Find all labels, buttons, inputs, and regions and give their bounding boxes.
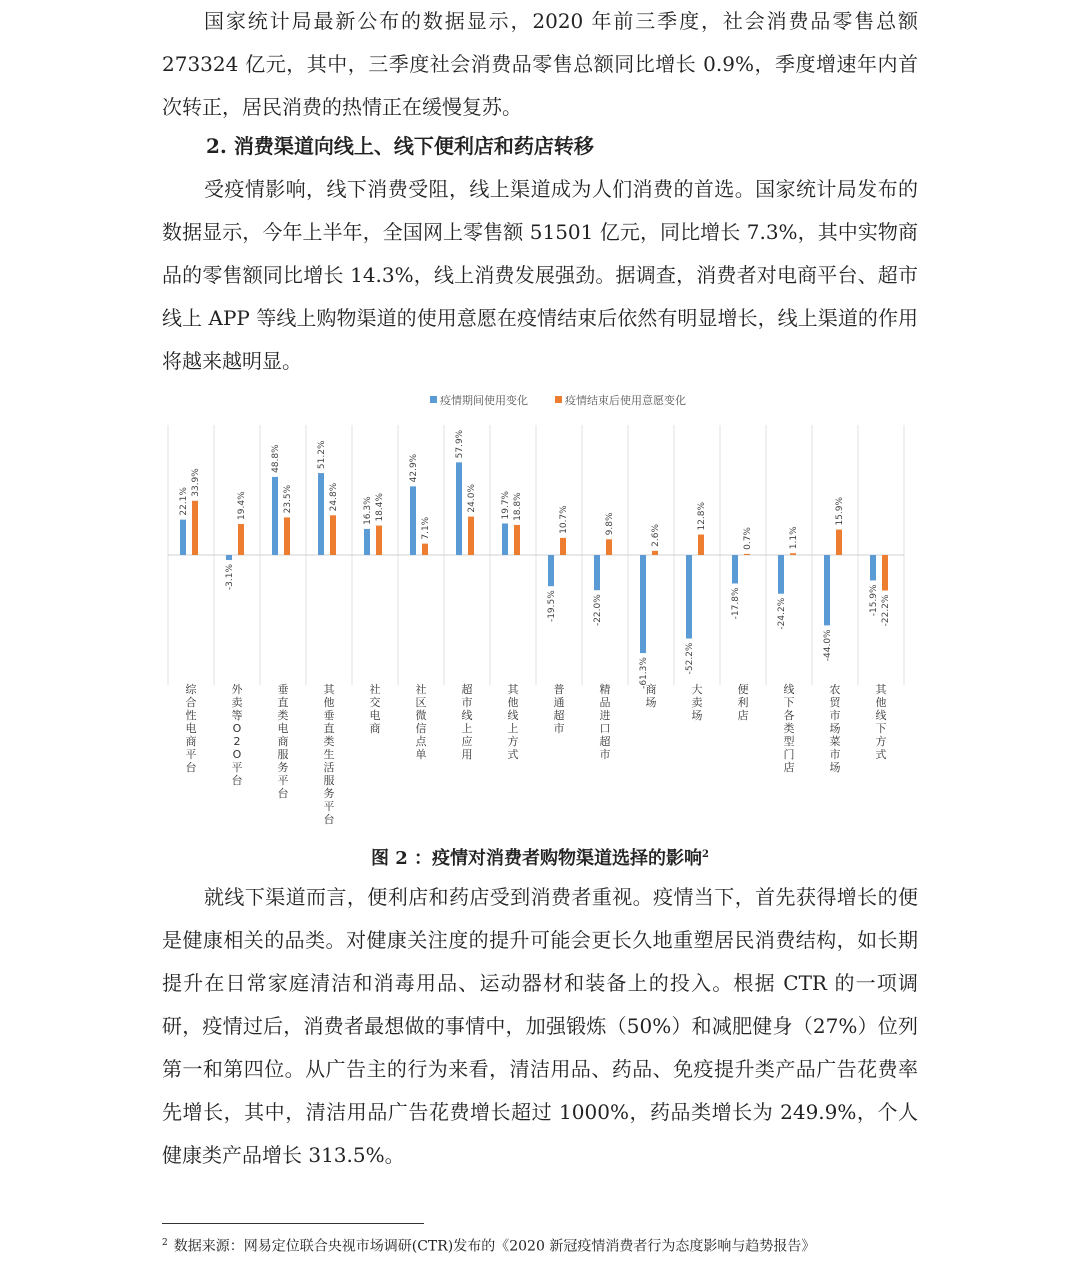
category-label-char: 菜 bbox=[829, 735, 841, 748]
data-label: 24.0% bbox=[467, 484, 477, 513]
category-label-char: 他 bbox=[323, 696, 335, 709]
category-label-char: 活 bbox=[323, 761, 335, 774]
data-label: -3.1% bbox=[225, 563, 235, 591]
category-label-char: 台 bbox=[277, 787, 289, 800]
category-label-char: 区 bbox=[415, 696, 427, 709]
category-label-char: 精 bbox=[599, 683, 611, 696]
bar bbox=[284, 517, 290, 555]
category-label-char: 通 bbox=[553, 696, 565, 709]
category-label-char: 上 bbox=[461, 722, 473, 735]
data-label: -22.2% bbox=[881, 594, 891, 627]
bar bbox=[502, 523, 508, 555]
bar bbox=[422, 544, 428, 555]
category-label-char: 交 bbox=[369, 696, 381, 709]
bar bbox=[548, 555, 554, 586]
category-label-char: 类 bbox=[323, 735, 335, 748]
category-label-char: 商 bbox=[369, 722, 381, 735]
bar bbox=[790, 553, 796, 555]
category-label-char: 他 bbox=[875, 696, 887, 709]
category-label-char: 超 bbox=[553, 709, 565, 722]
category-label-char: 市 bbox=[829, 709, 841, 722]
category-label-char: 点 bbox=[415, 735, 427, 748]
category-label-char: 贸 bbox=[829, 696, 841, 709]
data-label: 18.8% bbox=[513, 492, 523, 521]
data-label: -44.0% bbox=[823, 629, 833, 662]
category-label-char: 式 bbox=[875, 748, 887, 761]
category-label-char: 合 bbox=[185, 696, 197, 709]
category-label-char: 服 bbox=[323, 774, 335, 787]
category-label-char: 信 bbox=[415, 722, 427, 735]
data-label: 57.9% bbox=[455, 429, 465, 459]
paragraph-offline-channel: 就线下渠道而言，便利店和药店受到消费者重视。疫情当下，首先获得增长的便是健康相关的品类。对健康关注度的提升可能会更长久地重塑居民消费结构，如长期提升在日常家庭清洁和消毒用品、运动器材和装备上的投入。根据 CTR 的一项调研，疫情过后，消费者最想做的事情中，加强锻炼（50%）和减肥健身（27%）位列第一和第四位。从广告主的行为来看，清洁用品、药品、免疫提升类产品广告花费率先增长，其中，清洁用品广告花费增长超过 1000%，药品类增长为 249.9%，个人健康类产品增长 313.5%。 bbox=[162, 885, 918, 1167]
category-label-char: 卖 bbox=[231, 696, 243, 709]
data-label: 19.7% bbox=[501, 490, 511, 520]
data-label: 51.2% bbox=[317, 440, 327, 470]
category-label-char: 大 bbox=[691, 683, 703, 696]
bar bbox=[732, 555, 738, 583]
category-label-char: 下 bbox=[875, 722, 887, 735]
bar bbox=[836, 530, 842, 555]
category-label-char: 综 bbox=[185, 683, 197, 696]
data-label: -22.0% bbox=[593, 594, 603, 627]
channel-bar-chart bbox=[162, 385, 918, 830]
bar bbox=[272, 477, 278, 555]
bar bbox=[870, 555, 876, 580]
category-label-char: 店 bbox=[783, 761, 795, 774]
legend-swatch bbox=[555, 396, 562, 403]
category-label-char: 电 bbox=[185, 722, 197, 735]
data-label: 15.9% bbox=[835, 496, 845, 526]
category-label-char: 平 bbox=[231, 761, 243, 774]
data-label: 0.7% bbox=[743, 527, 753, 550]
category-label-char: 商 bbox=[277, 735, 289, 748]
data-label: -24.2% bbox=[777, 597, 787, 630]
category-label-char: 微 bbox=[415, 709, 427, 722]
data-label: 48.8% bbox=[271, 444, 281, 473]
data-label: 7.1% bbox=[421, 516, 431, 540]
bar bbox=[640, 555, 646, 653]
category-label-char: 上 bbox=[507, 722, 519, 735]
data-label: -52.2% bbox=[685, 642, 695, 675]
category-label-char: 方 bbox=[507, 735, 519, 748]
category-label-char: 进 bbox=[599, 709, 611, 722]
category-label-char: 电 bbox=[369, 709, 381, 722]
category-label-char: 台 bbox=[185, 761, 197, 774]
category-label-char: 线 bbox=[507, 709, 519, 722]
category-label-char: 其 bbox=[875, 683, 887, 696]
paragraph-online-channel: 受疫情影响，线下消费受阻，线上渠道成为人们消费的首选。国家统计局发布的数据显示，今年上半年，全国网上零售额 51501 亿元，同比增长 7.3%，其中实物商品的零售额同比增长 14.3%，线上消费发展强劲。据调查，消费者对电商平台、超市线上 APP 等线上购物渠道的使用意愿在疫情结束后依然有明显增长，线上渠道的作用将越来越明显。 bbox=[162, 177, 918, 373]
bar bbox=[376, 526, 382, 555]
data-label: -19.5% bbox=[547, 590, 557, 623]
legend-label: 疫情期间使用变化 bbox=[440, 394, 528, 407]
category-label-char: 各 bbox=[783, 709, 795, 722]
category-label-char: 线 bbox=[875, 709, 887, 722]
category-label-char: 普 bbox=[553, 683, 565, 696]
data-label: -15.9% bbox=[869, 584, 879, 617]
category-label-char: 市 bbox=[829, 748, 841, 761]
bar bbox=[192, 501, 198, 555]
data-label: 10.7% bbox=[559, 505, 569, 534]
category-label-char: 超 bbox=[599, 735, 611, 748]
data-label: 16.3% bbox=[363, 496, 373, 525]
category-label-char: 农 bbox=[829, 683, 841, 696]
section-heading: 2. 消费渠道向线上、线下便利店和药店转移 bbox=[206, 134, 594, 158]
data-label: -17.8% bbox=[731, 587, 741, 620]
category-label-char: 门 bbox=[783, 748, 795, 761]
category-label-char: 利 bbox=[737, 696, 749, 709]
data-label: -61.3% bbox=[639, 657, 649, 689]
category-label-char: 直 bbox=[323, 722, 335, 735]
category-label-char: 服 bbox=[277, 748, 289, 761]
category-label-char: 单 bbox=[415, 748, 427, 761]
category-label-char: 线 bbox=[461, 709, 473, 722]
category-label-char: 生 bbox=[323, 748, 335, 761]
category-label-char: O bbox=[232, 722, 242, 735]
category-label-char: 平 bbox=[323, 800, 335, 813]
category-label-char: 商 bbox=[645, 683, 657, 696]
category-label-char: 应 bbox=[461, 735, 473, 748]
bar bbox=[468, 517, 474, 555]
bar bbox=[686, 555, 692, 639]
footnote-divider bbox=[162, 1223, 424, 1224]
category-label-char: 下 bbox=[783, 696, 795, 709]
bar bbox=[180, 520, 186, 555]
category-label-char: 市 bbox=[599, 748, 611, 761]
category-label-char: 务 bbox=[277, 761, 289, 774]
category-label-char: 方 bbox=[875, 735, 887, 748]
category-label-char: 平 bbox=[185, 748, 197, 761]
footnote bbox=[162, 1231, 815, 1259]
category-label-char: 商 bbox=[185, 735, 197, 748]
data-label: 24.8% bbox=[329, 482, 339, 512]
bar bbox=[410, 486, 416, 555]
category-label-char: 社 bbox=[369, 683, 381, 696]
category-label-char: 他 bbox=[507, 696, 519, 709]
category-label-char: 场 bbox=[829, 761, 841, 774]
category-label-char: 线 bbox=[783, 683, 795, 696]
data-label: 1.1% bbox=[789, 526, 799, 550]
category-label-char: 2 bbox=[233, 735, 241, 748]
bar bbox=[778, 555, 784, 594]
bar bbox=[882, 555, 888, 591]
category-label-char: 等 bbox=[231, 709, 243, 722]
bar bbox=[560, 538, 566, 555]
category-label-char: 电 bbox=[277, 722, 289, 735]
bar bbox=[226, 555, 232, 560]
bar bbox=[744, 554, 750, 555]
category-label-char: 其 bbox=[323, 683, 335, 696]
data-label: 18.4% bbox=[375, 492, 385, 522]
category-label-char: 场 bbox=[645, 696, 657, 709]
category-label-char: 店 bbox=[737, 709, 749, 722]
legend-label: 疫情结束后使用意愿变化 bbox=[565, 394, 686, 407]
bar bbox=[594, 555, 600, 590]
data-label: 19.4% bbox=[237, 491, 247, 520]
category-label-char: 性 bbox=[185, 709, 197, 722]
bar bbox=[698, 535, 704, 555]
footnote-text: 数据来源：网易定位联合央视市场调研(CTR)发布的《2020 新冠疫情消费者行为态度影响与趋势报告》 bbox=[173, 1238, 816, 1255]
bar bbox=[238, 524, 244, 555]
category-label-char: 超 bbox=[461, 683, 473, 696]
bar bbox=[456, 462, 462, 555]
figure-caption-text: 图 2 ：疫情对消费者购物渠道选择的影响 bbox=[370, 848, 703, 869]
caption-footnote-ref: 2 bbox=[702, 849, 710, 860]
category-label-char: O bbox=[232, 748, 242, 761]
data-label: 42.9% bbox=[409, 453, 419, 483]
category-label-char: 口 bbox=[599, 722, 611, 735]
category-label-char: 类 bbox=[277, 709, 289, 722]
category-label-char: 垂 bbox=[277, 683, 289, 696]
bar bbox=[514, 525, 520, 555]
paragraph-retail-sales: 国家统计局最新公布的数据显示，2020 年前三季度，社会消费品零售总额 273324 亿元，其中，三季度社会消费品零售总额同比增长 0.9%，季度增速年内首次转正，居民消费的热情正在缓慢复苏。 bbox=[162, 9, 918, 119]
category-label-char: 卖 bbox=[691, 696, 703, 709]
category-label-char: 社 bbox=[415, 683, 427, 696]
category-label-char: 外 bbox=[231, 683, 243, 696]
footnote-number: 2 bbox=[162, 1238, 168, 1248]
data-label: 22.1% bbox=[179, 487, 189, 516]
legend-swatch bbox=[430, 396, 437, 403]
category-label-char: 市 bbox=[553, 722, 565, 735]
category-label-char: 市 bbox=[461, 696, 473, 709]
bar bbox=[330, 515, 336, 555]
category-label-char: 用 bbox=[461, 748, 473, 761]
category-label-char: 台 bbox=[231, 774, 243, 787]
bar bbox=[318, 473, 324, 555]
category-label-char: 垂 bbox=[323, 709, 335, 722]
figure-caption bbox=[0, 839, 1080, 875]
category-label-char: 型 bbox=[783, 735, 795, 748]
bar bbox=[364, 529, 370, 555]
bar bbox=[824, 555, 830, 625]
category-label-char: 便 bbox=[737, 683, 749, 696]
category-label-char: 品 bbox=[599, 696, 611, 709]
data-label: 2.6% bbox=[651, 523, 661, 547]
category-label-char: 台 bbox=[323, 813, 335, 826]
bar bbox=[652, 551, 658, 555]
category-label-char: 其 bbox=[507, 683, 519, 696]
category-label-char: 式 bbox=[507, 748, 519, 761]
category-label-char: 平 bbox=[277, 774, 289, 787]
category-label-char: 场 bbox=[691, 709, 703, 722]
data-label: 9.8% bbox=[605, 512, 615, 536]
data-label: 23.5% bbox=[283, 484, 293, 514]
data-label: 33.9% bbox=[191, 468, 201, 497]
category-label-char: 类 bbox=[783, 722, 795, 735]
category-label-char: 务 bbox=[323, 787, 335, 800]
category-label-char: 直 bbox=[277, 696, 289, 709]
category-label-char: 场 bbox=[829, 722, 841, 735]
data-label: 12.8% bbox=[697, 501, 707, 531]
bar bbox=[606, 539, 612, 555]
